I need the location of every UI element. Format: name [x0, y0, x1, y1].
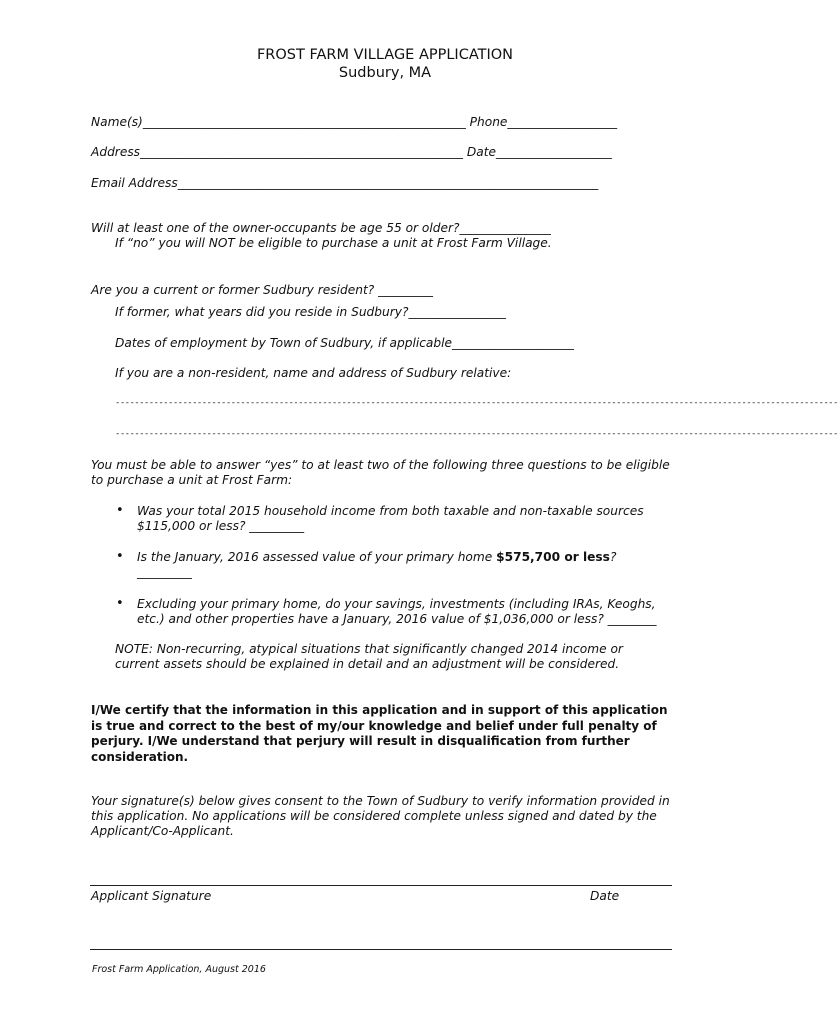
page-footer: Frost Farm Application, August 2016	[92, 964, 266, 975]
home-value-question-text: Is the January, 2016 assessed value of your primary home	[137, 550, 497, 564]
certification-statement: I/We certify that the information in this application and in support of this application is true and correct to the best of my/our knowledge and belief under full penalty of perjury. I/We understand that perjury will result in disqualification from further consideration.	[91, 703, 668, 764]
page-subtitle: Sudbury, MA	[338, 65, 432, 81]
relative-label: If you are a non-resident, name and address of Sudbury relative:	[115, 366, 512, 380]
resident-question[interactable]: Are you a current or former Sudbury resident? _________	[91, 283, 433, 297]
home-value-answer-line[interactable]: _________	[137, 565, 192, 579]
income-question[interactable]: Was your total 2015 household income from both taxable and non-taxable sources $115,000 or less? _________	[137, 504, 644, 533]
bullet-icon: •	[116, 596, 124, 611]
co-applicant-signature-line[interactable]	[90, 949, 672, 950]
age-question[interactable]: Will at least one of the owner-occupants be age 55 or older?_______________	[91, 221, 551, 235]
relative-line-1[interactable]: ------------------------------------------------------------------------------------------------------------------------------------------------------	[115, 398, 838, 408]
consent-statement: Your signature(s) below gives consent to the Town of Sudbury to verify information provided in this application. No applications will be considered complete unless signed and dated by the Applicant/Co-Applicant.	[91, 794, 670, 838]
home-value-question[interactable]	[137, 550, 616, 565]
assets-question[interactable]: Excluding your primary home, do your savings, investments (including IRAs, Keoghs, etc.) and other properties have a January, 2016 value of $1,036,000 or less? ________	[137, 597, 657, 626]
adjustment-note: NOTE: Non-recurring, atypical situations that significantly changed 2014 income or current assets should be explained in detail and an adjustment will be considered.	[115, 642, 623, 671]
address-date-field[interactable]: Address_____________________________________________________ Date___________________	[91, 145, 612, 159]
age-note: If “no” you will NOT be eligible to purchase a unit at Frost Farm Village.	[115, 236, 552, 250]
home-value-question-end: ?	[609, 550, 617, 564]
applicant-signature-line[interactable]	[90, 885, 672, 886]
page-title: FROST FARM VILLAGE APPLICATION	[256, 47, 514, 63]
home-value-limit: $575,700 or less	[496, 550, 610, 564]
names-phone-field[interactable]: Name(s)_____________________________________________________ Phone__________________	[91, 115, 618, 129]
bullet-icon: •	[116, 503, 124, 518]
employment-dates-field[interactable]: Dates of employment by Town of Sudbury, if applicable____________________	[115, 336, 574, 350]
bullet-icon: •	[116, 549, 124, 564]
email-field[interactable]: Email Address_____________________________________________________________________	[91, 176, 599, 190]
applicant-signature-label: Applicant Signature	[91, 889, 212, 903]
signature-date-label: Date	[590, 889, 620, 903]
eligibility-intro: You must be able to answer “yes” to at least two of the following three questions to be eligible to purchase a unit at Frost Farm:	[91, 458, 670, 487]
former-years-field[interactable]: If former, what years did you reside in Sudbury?________________	[115, 305, 506, 319]
relative-line-2[interactable]: ------------------------------------------------------------------------------------------------------------------------------------------------------	[115, 429, 838, 439]
